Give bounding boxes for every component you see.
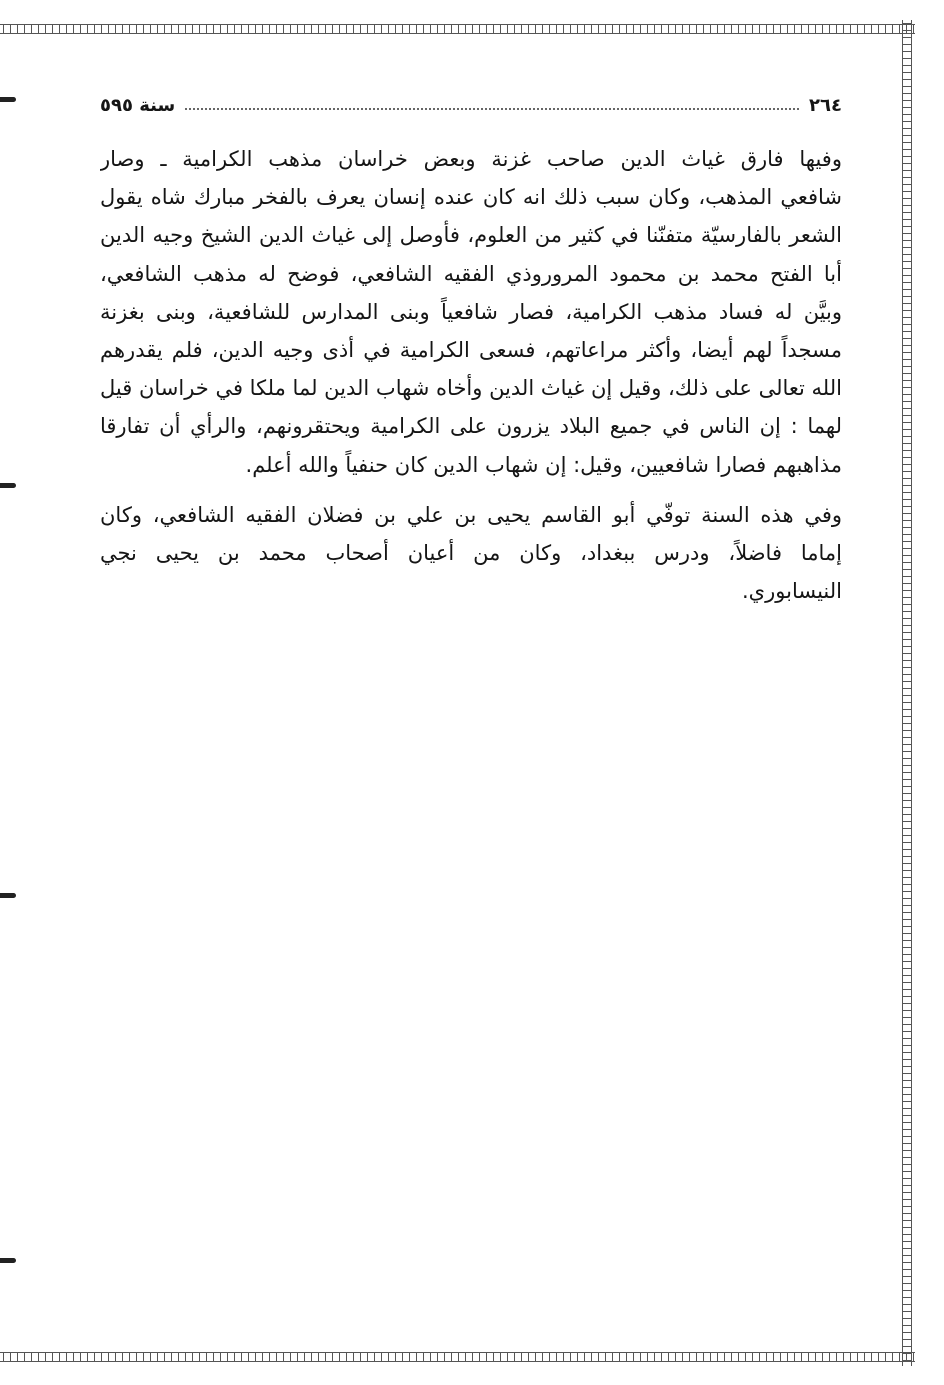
paragraph — [100, 496, 842, 611]
bottom-chain-border — [0, 1348, 915, 1366]
left-margin-mark — [0, 1258, 16, 1263]
text-line: الشعر بالفارسيّة متفنّنا في كثير من العلوم، فأوصل إلى غياث الدين الشيخ وجيه الدين — [100, 223, 842, 248]
text-line: مسجداً لهم أيضا، وأكثر مراعاتهم، فسعى الكرامية في أذى وجيه الدين، فلم يقدرهم — [100, 337, 842, 362]
left-margin-mark — [0, 483, 16, 488]
paragraph-gap — [100, 484, 842, 496]
text-line: وبيَّن له فساد مذهب الكرامية، فصار شافعياً وبنى المدارس للشافعية، وبنى بغزنة — [100, 299, 842, 324]
text-line: إماما فاضلاً، ودرس ببغداد، وكان من أعيان أصحاب محمد بن يحيى نجي — [100, 540, 842, 565]
body-text — [100, 140, 842, 610]
text-line: مذاهبهم فصارا شافعيين، وقيل: إن شهاب الدين كان حنفياً والله أعلم. — [245, 452, 842, 477]
top-chain-border — [0, 20, 915, 38]
left-margin-mark — [0, 97, 16, 102]
header-dotted-rule — [185, 108, 799, 110]
text-line: أبا الفتح محمد بن محمود المروروذي الفقيه الشافعي، فوضح له مذهب الشافعي، — [100, 261, 842, 286]
page-number: ٢٦٤ — [809, 95, 842, 116]
paragraph — [100, 140, 842, 484]
left-margin-mark — [0, 893, 16, 898]
text-line: شافعي المذهب، وكان سبب ذلك انه كان عنده إنسان يعرف بالفخر مبارك شاه يقول — [100, 185, 842, 210]
text-line: النيسابوري. — [742, 579, 842, 604]
text-line: وفي هذه السنة توفّي أبو القاسم يحيى بن علي بن فضلان الفقيه الشافعي، وكان — [100, 502, 842, 527]
text-line: الله تعالى على ذلك، وقيل إن غياث الدين وأخاه شهاب الدين لما ملكا في خراسان قيل — [100, 376, 842, 401]
running-head-year: سنة ٥٩٥ — [100, 95, 176, 116]
text-line: وفيها فارق غياث الدين صاحب غزنة وبعض خراسان مذهب الكرامية ـ وصار — [100, 147, 842, 171]
page-header — [100, 86, 842, 116]
text-line: لهما : إن الناس في جميع البلاد يزرون على الكرامية ويحتقرونهم، والرأي أن تفارقا — [100, 414, 842, 439]
right-chain-border — [898, 20, 916, 1366]
